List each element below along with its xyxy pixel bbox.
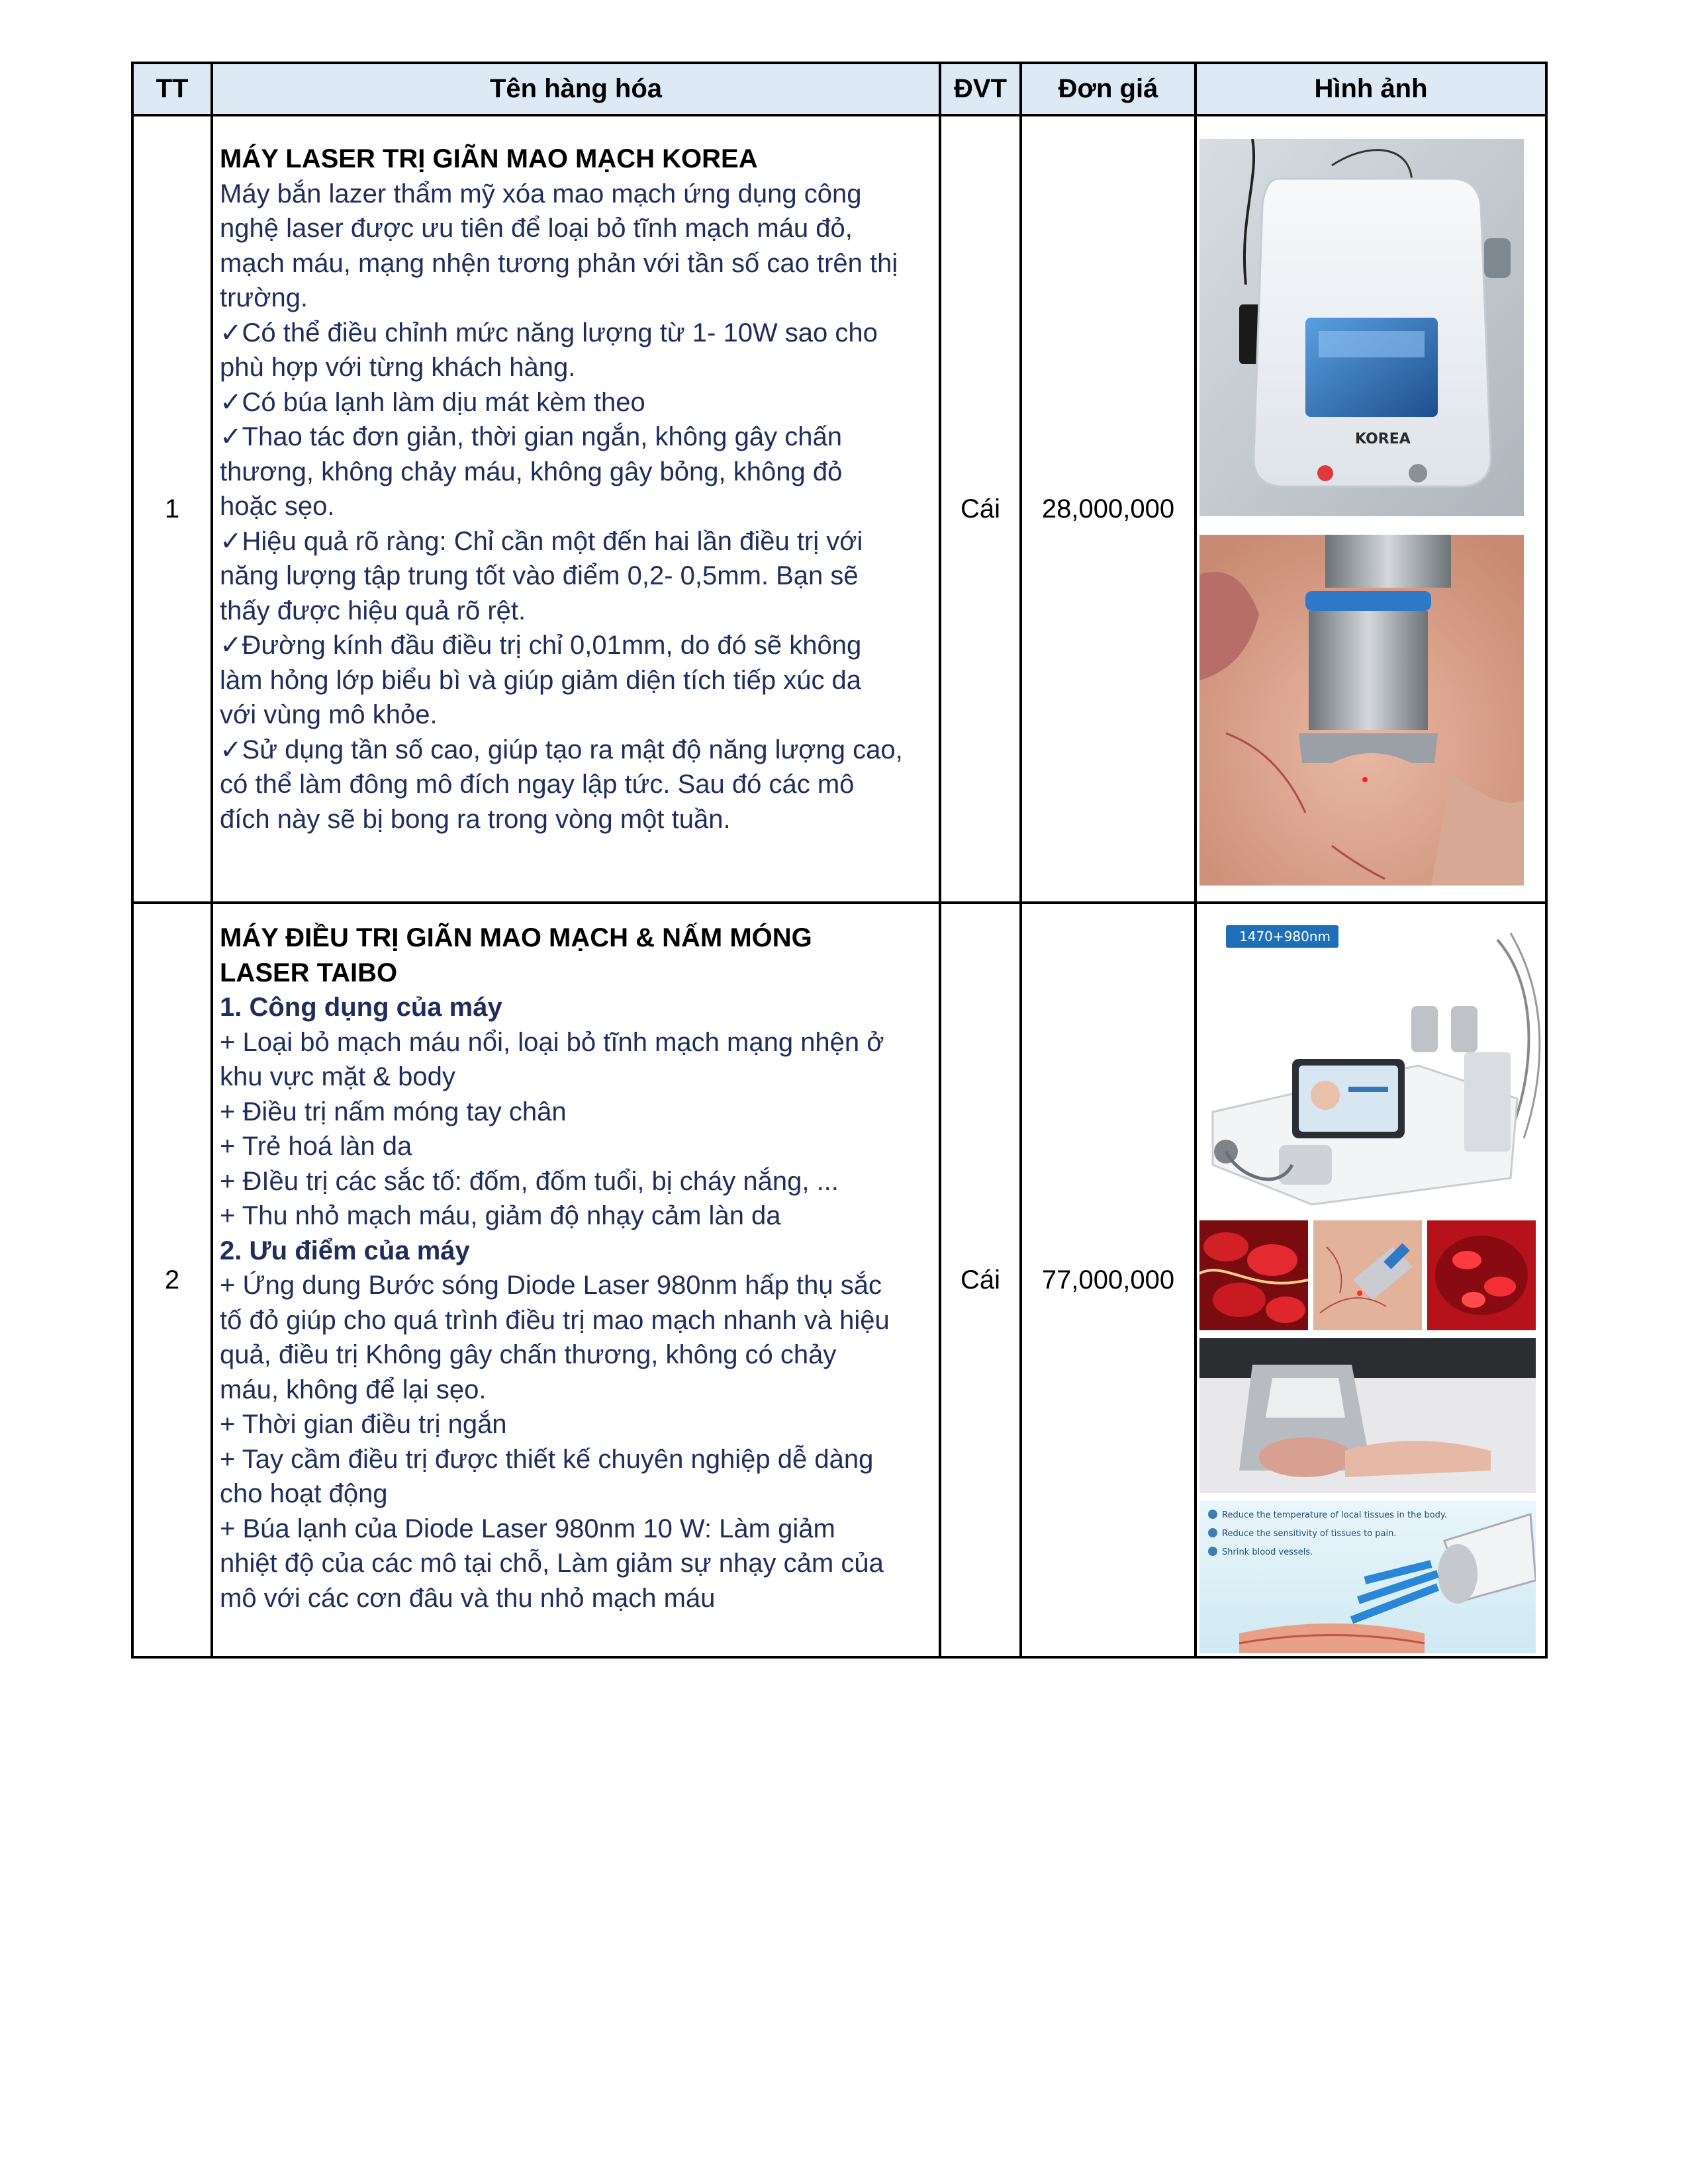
machine-photo	[1199, 913, 1544, 1212]
row-description	[212, 115, 940, 903]
header-image: Hình ảnh	[1196, 63, 1546, 115]
description-line: thương, không chảy máu, không gây bỏng, không đỏ	[220, 457, 843, 486]
product-table	[131, 62, 1548, 1659]
uses-line: + Loại bỏ mạch máu nổi, loại bỏ tĩnh mạch mạng nhện ở	[220, 1027, 884, 1057]
section-heading-uses: 1. Công dụng của máy	[220, 993, 502, 1022]
description-line: ✓Đường kính đầu điều trị chỉ 0,01mm, do đó sẽ không	[220, 631, 862, 660]
advantages-line: máu, không để lại sẹo.	[220, 1375, 487, 1404]
blood-vessel-photo	[1427, 1220, 1536, 1330]
description-line: Máy bắn lazer thẩm mỹ xóa mao mạch ứng dụng công	[220, 179, 862, 208]
advantages-list	[220, 1268, 932, 1615]
uses-line: + Điều trị nấm móng tay chân	[220, 1097, 567, 1126]
row-images	[1196, 115, 1546, 903]
description-line: ✓Thao tác đơn giản, thời gian ngắn, không gây chấn	[220, 422, 842, 451]
description-line: thấy được hiệu quả rõ rệt.	[220, 596, 526, 625]
header-name: Tên hàng hóa	[212, 63, 940, 115]
description-line: phù hợp với từng khách hàng.	[220, 353, 576, 382]
uses-line: + Trẻ hoá làn da	[220, 1132, 412, 1161]
uses-list	[220, 1025, 932, 1234]
product-title-line-1: MÁY ĐIỀU TRỊ GIÃN MAO MẠCH & NẤM MÓNG	[220, 923, 812, 952]
infographic-line-1: Reduce the temperature of local tissues in the body.	[1222, 1510, 1447, 1520]
row-tt: 1	[132, 115, 212, 903]
description-line: nghệ laser được ưu tiên để loại bỏ tĩnh mạch máu đỏ,	[220, 214, 853, 243]
advantages-line: tố đỏ giúp cho quá trình điều trị mao mạch nhanh và hiệu	[220, 1305, 890, 1335]
description-line: ✓Có búa lạnh làm dịu mát kèm theo	[220, 387, 645, 417]
product-details	[220, 177, 932, 837]
infographic-line-2: Reduce the sensitivity of tissues to pain.	[1222, 1529, 1397, 1539]
description-line: trường.	[220, 283, 308, 312]
table-row	[132, 115, 1546, 903]
uses-line: khu vực mặt & body	[220, 1062, 455, 1091]
description-line: đích này sẽ bị bong ra trong vòng một tuần.	[220, 804, 731, 834]
device-brand-label: KOREA	[1355, 431, 1411, 447]
blood-cells-photo	[1199, 1220, 1308, 1330]
product-title-line-2: LASER TAIBO	[220, 958, 398, 987]
description-line: ✓Sử dụng tần số cao, giúp tạo ra mật độ năng lượng cao,	[220, 735, 903, 764]
row-description	[212, 903, 940, 1657]
infographic-line-3: Shrink blood vessels.	[1222, 1547, 1313, 1557]
section-heading-advantages: 2. Ưu điểm của máy	[220, 1236, 470, 1265]
treatment-photo	[1199, 535, 1524, 886]
uses-line: + Thu nhỏ mạch máu, giảm độ nhạy cảm làn da	[220, 1201, 781, 1230]
wavelength-badge: 1470+980nm	[1239, 929, 1331, 944]
table-row	[132, 903, 1546, 1657]
header-unit: ĐVT	[940, 63, 1021, 115]
row-unit: Cái	[940, 115, 1021, 903]
advantages-line: + Thời gian điều trị ngắn	[220, 1410, 507, 1439]
cooling-infographic	[1199, 1501, 1536, 1653]
description-line: làm hỏng lớp biểu bì và giúp giảm diện tích tiếp xúc da	[220, 665, 862, 695]
row-unit: Cái	[940, 903, 1021, 1657]
row-price: 77,000,000	[1021, 903, 1196, 1657]
header-price: Đơn giá	[1021, 63, 1196, 115]
advantages-line: + Ứng dung Bước sóng Diode Laser 980nm hấp thụ sắc	[220, 1271, 882, 1300]
header-tt: TT	[132, 63, 212, 115]
advantages-line: mô với các cơn đâu và thu nhỏ mạch máu	[220, 1583, 716, 1613]
description-line: năng lượng tập trung tốt vào điểm 0,2- 0,5mm. Bạn sẽ	[220, 561, 859, 590]
description-line: có thể làm đông mô đích ngay lập tức. Sau đó các mô	[220, 770, 855, 799]
advantages-line: nhiệt độ của các mô tại chỗ, Làm giảm sự nhạy cảm của	[220, 1549, 884, 1578]
device-photo	[1199, 139, 1524, 516]
product-title: MÁY LASER TRỊ GIÃN MAO MẠCH KOREA	[220, 144, 758, 173]
advantages-line: cho hoạt động	[220, 1479, 388, 1508]
advantages-line: + Tay cầm điều trị được thiết kế chuyên nghiệp dễ dàng	[220, 1444, 874, 1474]
row-tt: 2	[132, 903, 212, 1657]
advantages-line: quả, điều trị Không gây chấn thương, không có chảy	[220, 1340, 837, 1369]
probe-skin-photo	[1313, 1220, 1422, 1330]
row-images	[1196, 903, 1546, 1657]
advantages-line: + Búa lạnh của Diode Laser 980nm 10 W: Làm giảm	[220, 1514, 835, 1543]
description-line: ✓Có thể điều chỉnh mức năng lượng từ 1- 10W sao cho	[220, 318, 878, 347]
description-line: mạch máu, mạng nhện tương phản với tần số cao trên thị	[220, 248, 898, 278]
description-line: hoặc sẹo.	[220, 492, 335, 521]
handpiece-photo	[1199, 1338, 1536, 1493]
header-row	[132, 63, 1546, 115]
uses-line: + ĐIều trị các sắc tố: đốm, đốm tuổi, bị cháy nắng, ...	[220, 1166, 839, 1196]
row-price: 28,000,000	[1021, 115, 1196, 903]
description-line: với vùng mô khỏe.	[220, 700, 438, 729]
description-line: ✓Hiệu quả rõ ràng: Chỉ cần một đến hai lần điều trị với	[220, 526, 863, 556]
